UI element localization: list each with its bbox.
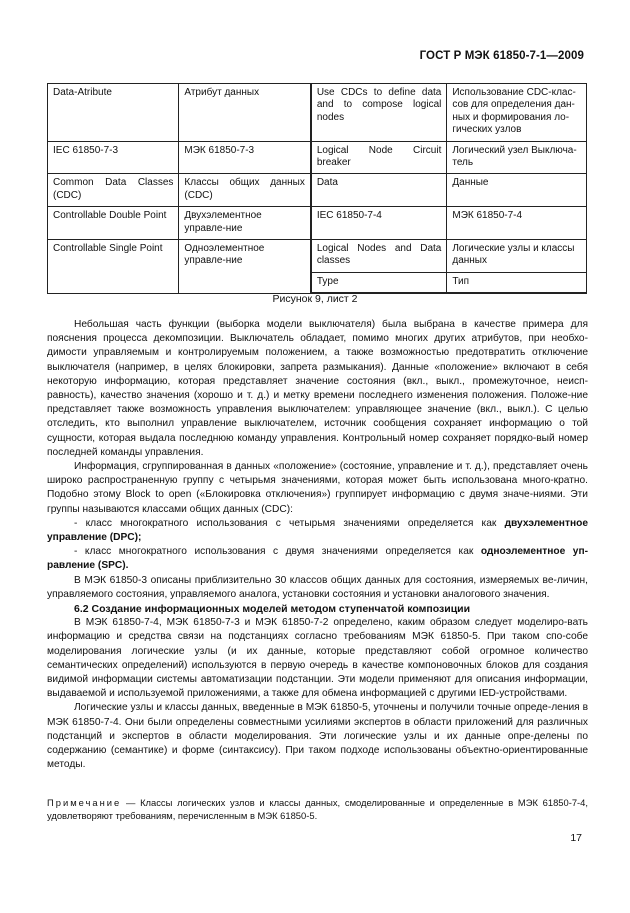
table-cell: Common Data Classes (CDC): [48, 174, 179, 207]
table-cell: Логический узел Выключа-тель: [447, 141, 587, 174]
table-cell: МЭК 61850-7-4: [447, 207, 587, 240]
list-item-text: - класс многократного использования с четырьмя значениями определяется как: [74, 517, 505, 529]
paragraph: [47, 545, 588, 573]
table-row: [48, 84, 587, 142]
term-dpc: двухэлементное управление (DPC);: [47, 517, 588, 544]
note: [47, 796, 588, 822]
table-cell: Логические узлы и классы данных: [447, 240, 587, 273]
table-cell: Type: [311, 272, 447, 293]
table-cell: Data: [311, 174, 447, 207]
table-cell: Controllable Double Point: [48, 207, 179, 240]
section-heading: 6.2 Создание информационных моделей методом ступенчатой композиции: [74, 603, 471, 616]
note-text: — Классы логических узлов и классы данных, смоделированные и определенные в МЭК 61850-7-4, удовлетворяют требованиям, перечисленным в МЭК 61850-5.: [47, 797, 588, 822]
page-number: 17: [570, 832, 582, 844]
table-cell: Данные: [447, 174, 587, 207]
paragraph: В МЭК 61850-7-4, МЭК 61850-7-3 и МЭК 61850-7-2 определено, каким образом следует моделиро-вать информацию и средства связи на подстанциях согласно требованиям МЭК 61850-5. При таком спо-собе моделирования логические узлы (и их данные, которые представляют собой огромное количество семантических определений) используются в первую очередь в качестве компоновочных блоков для создания видимой информации системы автоматизации подстанции. Эти модели применяют для описания информации, выдаваемой и используемой приложениями, а также для обмена информацией с другими IED-устройствами.: [47, 617, 588, 700]
table-cell: IEC 61850-7-4: [311, 207, 447, 240]
list-item-text: - класс многократного использования с двумя значениями определяется как: [74, 546, 481, 558]
figure-caption: Рисунок 9, лист 2: [272, 293, 358, 305]
table-cell: Атрибут данных: [179, 84, 311, 142]
glossary-table: [47, 83, 587, 294]
table-cell: Controllable Single Point: [48, 240, 179, 294]
table-cell: Двухэлементное управле-ние: [179, 207, 311, 240]
note-label: Примечание: [47, 797, 122, 808]
document-header: ГОСТ Р МЭК 61850-7-1—2009: [419, 50, 584, 62]
table-cell: Data-Atribute: [48, 84, 179, 142]
table-row: [48, 207, 587, 240]
table-cell: IEC 61850-7-3: [48, 141, 179, 174]
table-row: [48, 141, 587, 174]
table-cell: Тип: [447, 272, 587, 293]
table-row: [48, 174, 587, 207]
table-cell: Logical Node Circuit breaker: [311, 141, 447, 174]
table-cell: Использование CDC-клас-сов для определения дан-ных и формирования ло-гических узлов: [447, 84, 587, 142]
paragraph: Информация, сгруппированная в данных «положение» (состояние, управление и т. д.), представляет очень широко распространенную группу с четырьмя значениями, которая может быть использована много-кратно. Подобно этому Block to open («Блокировка отключения») группирует информацию с двумя значе-ниями. Эти группы называются классами общих данных (CDC):: [47, 461, 588, 515]
table-cell: Use CDCs to define data and to compose logical nodes: [311, 84, 447, 142]
table-cell: Одноэлементное управле-ние: [179, 240, 311, 294]
term-spc: одноэлементное уп-равление (SPC).: [47, 546, 588, 572]
paragraph: Логические узлы и классы данных, введенные в МЭК 61850-5, уточнены и получили точные опреде-ления в МЭК 61850-7-4. Они были определены совместными усилиями экспертов в области приложений для различных подстанций и экспертов в области моделирования. Эти логические узлы и их данные опре-делены по содержанию (семантике) и форме (синтаксису). При таком подходе использованы объектно-ориентированные методы.: [47, 702, 588, 771]
paragraph: Небольшая часть функции (выборка модели выключателя) была выбрана в качестве примера для пояснения процесса декомпозиции. Выключатель обладает, помимо многих других атрибутов, при необхо-димости управляемым и контролируемым положением, а также возможностью предотвратить отключение выключателя (например, в целях блокировки, запрета размыкания). Данные «положение» включают в себя некоторую информацию, которая представляет значение состояния (вкл., выкл., промежуточное, неисп-равность), качество значения (хорошо и т. д.) и метку времени последнего изменения положения. Положе-ние представляет также возможность управления выключателем: управляющее значение (вкл., выкл.). С целью отследить, кто выполнил управление выключателем, источник сообщения сохраняет информацию о той сущности, которая выдала последнюю команду управления. Контрольный номер сохраняет порядко-вый номер последней команды управления.: [47, 319, 588, 458]
table-cell: МЭК 61850-7-3: [179, 141, 311, 174]
table-cell: Классы общих данных (CDC): [179, 174, 311, 207]
paragraph: [47, 517, 588, 545]
table-cell: Logical Nodes and Data classes: [311, 240, 447, 273]
body-text: [47, 318, 588, 773]
paragraph: В МЭК 61850-3 описаны приблизительно 30 классов общих данных для состояния, измеряемых ве-личин, управляемого состояния, управляемого аналога, установки состояния и установки аналогового значения.: [47, 574, 588, 600]
table-row: [48, 240, 587, 273]
